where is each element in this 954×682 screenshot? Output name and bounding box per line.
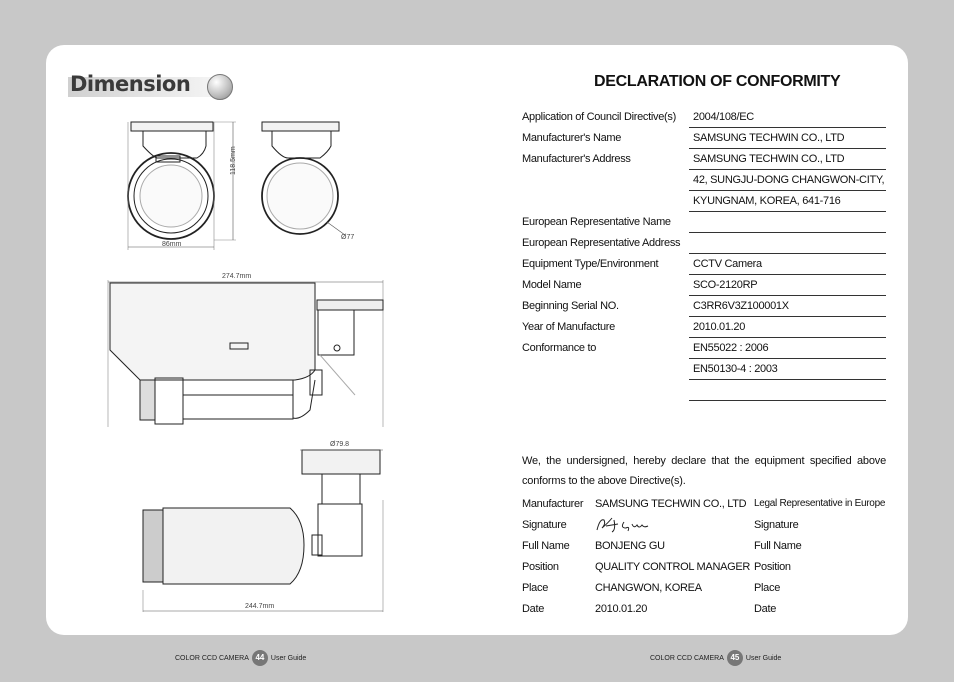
field-value: C3RR6V3Z100001X	[693, 300, 789, 312]
field-label: Application of Council Directive(s)	[522, 111, 676, 123]
field-label: Year of Manufacture	[522, 321, 615, 333]
sig-label: Date	[522, 603, 545, 615]
page-title-left: Dimension	[70, 72, 191, 96]
sig-label: Manufacturer	[522, 498, 584, 510]
footer-guide: User Guide	[270, 654, 307, 662]
field-label: Beginning Serial NO.	[522, 300, 619, 312]
rep-label: Date	[754, 603, 777, 615]
sig-label: Signature	[522, 519, 567, 531]
top-dia-dim: Ø79.8	[330, 441, 350, 448]
sig-value: QUALITY CONTROL MANAGER	[595, 561, 751, 573]
declaration-statement: We, the undersigned, hereby declare that the equipment specified above conforms to the above Directive(s).	[522, 455, 886, 487]
field-value: SCO-2120RP	[693, 279, 758, 291]
field-label: Equipment Type/Environment	[522, 258, 659, 270]
sig-value: CHANGWON, KOREA	[595, 582, 702, 594]
field-label: European Representative Name	[522, 216, 671, 228]
footer-guide: User Guide	[745, 654, 782, 662]
field-label: Manufacturer's Name	[522, 132, 622, 144]
field-value: 2004/108/EC	[693, 111, 754, 123]
sig-value: SAMSUNG TECHWIN CO., LTD	[595, 498, 747, 510]
field-value: SAMSUNG TECHWIN CO., LTD	[693, 132, 845, 144]
field-label: Manufacturer's Address	[522, 153, 631, 165]
field-label: Model Name	[522, 279, 582, 291]
field-value: 42, SUNGJU-DONG CHANGWON-CITY,	[693, 174, 885, 186]
page-number: 45	[727, 650, 743, 666]
field-value: EN50130-4 : 2003	[693, 363, 778, 375]
top-length-dim: 244.7mm	[245, 603, 275, 610]
field-value: CCTV Camera	[693, 258, 762, 270]
field-value: KYUNGNAM, KOREA, 641-716	[693, 195, 841, 207]
field-value: SAMSUNG TECHWIN CO., LTD	[693, 153, 845, 165]
field-label: European Representative Address	[522, 237, 681, 249]
rep-label: Signature	[754, 519, 799, 531]
rear-dia-dim: Ø77	[341, 234, 355, 241]
top-view-drawing	[143, 450, 383, 612]
front-view-drawing	[128, 122, 236, 250]
rep-label: Legal Representative in Europe	[754, 498, 886, 509]
rear-view-drawing	[262, 122, 345, 235]
rep-label: Place	[754, 582, 781, 594]
sig-label: Position	[522, 561, 559, 573]
side-view-drawing	[108, 280, 383, 427]
field-value: EN55022 : 2006	[693, 342, 769, 354]
field-label: Conformance to	[522, 342, 597, 354]
footer-left	[175, 650, 306, 666]
front-height-dim: 118.5mm	[230, 146, 237, 175]
footer-product: COLOR CCD CAMERA	[175, 654, 249, 662]
rep-label: Full Name	[754, 540, 802, 552]
sig-label: Place	[522, 582, 549, 594]
footer-right	[650, 650, 781, 666]
rep-label: Position	[754, 561, 791, 573]
field-value: 2010.01.20	[693, 321, 746, 333]
footer-product: COLOR CCD CAMERA	[650, 654, 724, 662]
page-number: 44	[252, 650, 268, 666]
side-length-dim: 274.7mm	[222, 273, 252, 280]
sig-value: 2010.01.20	[595, 603, 648, 615]
sig-value: BONJENG GU	[595, 540, 665, 552]
page-title-right: DECLARATION OF CONFORMITY	[594, 73, 841, 90]
sig-label: Full Name	[522, 540, 570, 552]
signature-image	[594, 514, 658, 536]
front-width-dim: 86mm	[162, 241, 182, 248]
